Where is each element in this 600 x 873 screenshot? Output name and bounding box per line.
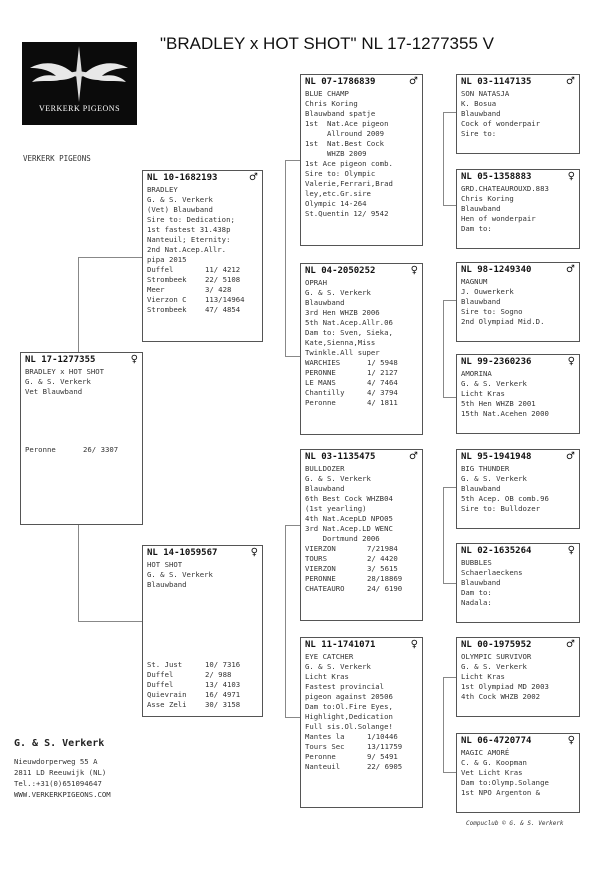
pedigree-line: Sire to: Dedication;: [147, 215, 235, 224]
male-icon: ♂: [566, 451, 575, 462]
pedigree-line: Cock of wonderpair: [461, 119, 541, 128]
pedigree-line: Nadala:: [461, 598, 492, 607]
pedigree-line: 15th Nat.Acehen 2000: [461, 409, 549, 418]
race-name: St. Just: [147, 660, 183, 669]
breeder-address: Nieuwdorperweg 55 A: [14, 757, 98, 766]
pedigree-line: AMORINA: [461, 369, 492, 378]
race-name: Quievrain: [147, 690, 187, 699]
pedigree-line: HOT SHOT: [147, 560, 183, 569]
connector-line: [443, 772, 457, 773]
race-result: 2/ 988: [205, 670, 232, 679]
pedigree-line: MAGIC AMORÉ: [461, 748, 510, 757]
male-icon: ♂: [566, 264, 575, 275]
pedigree-line: Licht Kras: [305, 672, 349, 681]
great-grandparent-card: [456, 262, 580, 342]
pedigree-line: Blauwband: [461, 484, 501, 493]
great-grandparent-card: [456, 543, 580, 623]
logo: [22, 42, 137, 125]
pedigree-line: Chris Koring: [461, 194, 514, 203]
connector-line: [443, 397, 457, 398]
pedigree-line: G. & S. Verkerk: [305, 474, 371, 483]
race-result: 13/ 4103: [205, 680, 241, 689]
race-result: 113/14964: [205, 295, 245, 304]
pedigree-line: Vet Blauwband: [25, 387, 83, 396]
pedigree-line: K. Bosua: [461, 99, 497, 108]
pedigree-line: 4th Nat.AcepLD NPO05: [305, 514, 393, 523]
race-name: Chantilly: [305, 388, 345, 397]
pedigree-line: SON NATASJA: [461, 89, 510, 98]
ring-number: NL 03-1147135: [461, 77, 532, 87]
maternal-grandsire-card: [300, 449, 423, 621]
race-name: PERONNE: [305, 574, 336, 583]
pedigree-line: Twinkle.All super: [305, 348, 380, 357]
breeder-name: G. & S. Verkerk: [14, 738, 105, 749]
pedigree-line: 5th Acep. OB comb.96: [461, 494, 549, 503]
race-name: Peronne: [305, 398, 336, 407]
pedigree-line: Blauwband: [461, 297, 501, 306]
pedigree-line: Schaerlaeckens: [461, 568, 523, 577]
pedigree-line: G. & S. Verkerk: [305, 662, 371, 671]
pedigree-line: 6th Best Cock WHZB04: [305, 494, 393, 503]
pedigree-line: (Vet) Blauwband: [147, 205, 213, 214]
race-name: Peronne: [305, 752, 336, 761]
pedigree-line: Fastest provincial: [305, 682, 385, 691]
connector-line: [78, 257, 79, 353]
ring-number: NL 11-1741071: [305, 640, 376, 650]
pedigree-line: G. & S. Verkerk: [147, 570, 213, 579]
pedigree-line: 1st fastest 31.438p: [147, 225, 231, 234]
pedigree-line: Chris Koring: [305, 99, 358, 108]
pedigree-line: Sire to:: [461, 129, 497, 138]
ring-number: NL 03-1135475: [305, 452, 376, 462]
female-icon: ♀: [567, 171, 575, 182]
pedigree-line: BUBBLES: [461, 558, 492, 567]
pedigree-line: OLYMPIC SURVIVOR: [461, 652, 532, 661]
pedigree-line: G. & S. Verkerk: [147, 195, 213, 204]
pedigree-line: BLUE CHAMP: [305, 89, 349, 98]
pedigree-line: Dam to:: [461, 588, 492, 597]
pedigree-line: Sire to: Sogno: [461, 307, 523, 316]
male-icon: ♂: [409, 76, 418, 87]
pedigree-line: Full sis.Ol.Solange!: [305, 722, 393, 731]
great-grandparent-card: [456, 354, 580, 434]
pedigree-line: Dam to:Olymp.Solange: [461, 778, 549, 787]
pedigree-line: Dortmund 2006: [305, 534, 380, 543]
ring-number: NL 95-1941948: [461, 452, 532, 462]
ring-number: NL 98-1249340: [461, 265, 532, 275]
race-name: Strombeek: [147, 275, 187, 284]
race-result: 9/ 5491: [367, 752, 398, 761]
pedigree-line: St.Quentin 12/ 9542: [305, 209, 389, 218]
breeder-website: WWW.VERKERKPIGEONS.COM: [14, 790, 111, 799]
pedigree-line: OPRAH: [305, 278, 327, 287]
pedigree-line: 4th Cock WHZB 2002: [461, 692, 541, 701]
male-icon: ♂: [566, 76, 575, 87]
male-icon: ♂: [249, 172, 258, 183]
great-grandparent-card: [456, 637, 580, 717]
pedigree-line: BRADLEY: [147, 185, 178, 194]
race-name: Duffel: [147, 265, 174, 274]
ring-number: NL 99-2360236: [461, 357, 532, 367]
race-name: Asse Zeli: [147, 700, 187, 709]
race-result: 26/ 3307: [83, 445, 119, 454]
pedigree-line: Blauwband: [147, 580, 187, 589]
race-result: 4/ 3794: [367, 388, 398, 397]
pedigree-line: BULLDOZER: [305, 464, 345, 473]
dam-card: [142, 545, 263, 717]
race-result: 11/ 4212: [205, 265, 241, 274]
pedigree-line: Dam to:: [461, 224, 492, 233]
breeder-tag: VERKERK PIGEONS: [23, 154, 91, 163]
ring-number: NL 17-1277355: [25, 355, 96, 365]
pedigree-line: pigeon against 20506: [305, 692, 393, 701]
race-result: 22/ 6905: [367, 762, 403, 771]
pedigree-line: 1st Nat.Ace pigeon: [305, 119, 389, 128]
connector-line: [443, 487, 444, 583]
race-result: 28/18869: [367, 574, 403, 583]
pedigree-line: Dam to:Ol.Fire Eyes,: [305, 702, 393, 711]
pedigree-line: 3rd Nat.Acep.LD WENC: [305, 524, 393, 533]
pedigree-line: pipa 2015: [147, 255, 187, 264]
connector-line: [78, 524, 79, 621]
race-name: Nanteuil: [305, 762, 341, 771]
race-name: CHATEAURO: [305, 584, 345, 593]
great-grandparent-card: [456, 449, 580, 529]
race-result: 1/ 5948: [367, 358, 398, 367]
race-result: 2/ 4420: [367, 554, 398, 563]
pedigree-line: Nanteuil; Eternity:: [147, 235, 231, 244]
ring-number: NL 06-4720774: [461, 736, 532, 746]
pedigree-line: Licht Kras: [461, 672, 505, 681]
connector-line: [443, 677, 457, 678]
ring-number: NL 14-1059567: [147, 548, 218, 558]
ring-number: NL 05-1358883: [461, 172, 532, 182]
pedigree-line: (1st yearling): [305, 504, 367, 513]
pedigree-line: Hen of wonderpair: [461, 214, 536, 223]
paternal-granddam-card: [300, 263, 423, 435]
race-name: Strombeek: [147, 305, 187, 314]
pedigree-line: J. Ouwerkerk: [461, 287, 514, 296]
great-grandparent-card: [456, 169, 580, 249]
pedigree-line: Blauwband spatje: [305, 109, 376, 118]
race-result: 16/ 4971: [205, 690, 241, 699]
pedigree-line: MAGNUM: [461, 277, 488, 286]
connector-line: [443, 583, 457, 584]
pedigree-line: G. & S. Verkerk: [25, 377, 91, 386]
pedigree-line: Licht Kras: [461, 389, 505, 398]
race-name: Tours Sec: [305, 742, 345, 751]
race-result: 22/ 5108: [205, 275, 241, 284]
race-name: TOURS: [305, 554, 327, 563]
race-name: Duffel: [147, 680, 174, 689]
pedigree-line: 3rd Hen WHZB 2006: [305, 308, 380, 317]
male-icon: ♂: [566, 639, 575, 650]
pedigree-line: Sire to: Olympic: [305, 169, 376, 178]
pedigree-line: Allround 2009: [305, 129, 385, 138]
connector-line: [285, 160, 286, 356]
connector-line: [443, 487, 457, 488]
race-result: 7/21984: [367, 544, 398, 553]
race-name: LE MANS: [305, 378, 336, 387]
pedigree-line: Dam to: Sven, Sieka,: [305, 328, 393, 337]
great-grandparent-card: [456, 733, 580, 813]
pedigree-line: GRD.CHATEAUROUXD.883: [461, 184, 549, 193]
pedigree-line: Highlight,Dedication: [305, 712, 393, 721]
race-result: 10/ 7316: [205, 660, 241, 669]
connector-line: [443, 677, 444, 772]
race-result: 3/ 428: [205, 285, 232, 294]
great-grandparent-card: [456, 74, 580, 154]
race-name: Mantes la: [305, 732, 345, 741]
pedigree-line: 1st NPO Argenton &: [461, 788, 541, 797]
connector-line: [285, 160, 301, 161]
maternal-granddam-card: [300, 637, 423, 808]
female-icon: ♀: [250, 547, 258, 558]
ring-number: NL 07-1786839: [305, 77, 376, 87]
pedigree-line: 5th Nat.Acep.Allr.06: [305, 318, 393, 327]
female-icon: ♀: [410, 265, 418, 276]
connector-line: [443, 205, 457, 206]
race-result: 1/10446: [367, 732, 398, 741]
pedigree-line: Blauwband: [305, 484, 345, 493]
sire-card: [142, 170, 263, 342]
female-icon: ♀: [410, 639, 418, 650]
ring-number: NL 00-1975952: [461, 640, 532, 650]
pedigree-line: G. & S. Verkerk: [305, 288, 371, 297]
race-name: Meer: [147, 285, 165, 294]
pedigree-line: Blauwband: [461, 578, 501, 587]
race-result: 4/ 1811: [367, 398, 398, 407]
race-result: 3/ 5615: [367, 564, 398, 573]
connector-line: [285, 525, 286, 717]
pedigree-line: G. & S. Verkerk: [461, 662, 527, 671]
pedigree-line: C. & G. Koopman: [461, 758, 527, 767]
pedigree-line: 2nd Olympiad Mid.D.: [461, 317, 545, 326]
ring-number: NL 02-1635264: [461, 546, 532, 556]
connector-line: [285, 717, 301, 718]
male-icon: ♂: [409, 451, 418, 462]
breeder-city: 2811 LD Reeuwijk (NL): [14, 768, 107, 777]
race-result: 24/ 6190: [367, 584, 403, 593]
race-result: 1/ 2127: [367, 368, 398, 377]
race-name: Vierzon C: [147, 295, 187, 304]
connector-line: [78, 621, 143, 622]
pedigree-line: 5th Hen WHZB 2001: [461, 399, 536, 408]
pedigree-line: Blauwband: [305, 298, 345, 307]
paternal-grandsire-card: [300, 74, 423, 246]
pedigree-line: Blauwband: [461, 109, 501, 118]
female-icon: ♀: [567, 356, 575, 367]
logo-text: VERKERK PIGEONS: [38, 104, 121, 113]
pedigree-line: ley,etc.Gr.sire: [305, 189, 371, 198]
race-name: VIERZON: [305, 544, 336, 553]
ring-number: NL 04-2050252: [305, 266, 376, 276]
connector-line: [443, 300, 457, 301]
pedigree-line: 1st Ace pigeon comb.: [305, 159, 393, 168]
race-name: VIERZON: [305, 564, 336, 573]
pedigree-line: Sire to: Bulldozer: [461, 504, 541, 513]
pedigree-line: WHZB 2009: [305, 149, 367, 158]
female-icon: ♀: [567, 545, 575, 556]
pedigree-line: Olympic 14-264: [305, 199, 367, 208]
race-result: 4/ 7464: [367, 378, 398, 387]
race-result: 13/11759: [367, 742, 403, 751]
pedigree-line: 2nd Nat.Acep.Allr.: [147, 245, 227, 254]
pedigree-line: G. & S. Verkerk: [461, 474, 527, 483]
subject-pigeon-card: [20, 352, 143, 525]
pedigree-line: Valerie,Ferrari,Brad: [305, 179, 393, 188]
race-name: WARCHIES: [305, 358, 341, 367]
pedigree-line: G. & S. Verkerk: [461, 379, 527, 388]
race-name: PERONNE: [305, 368, 336, 377]
pedigree-line: BRADLEY x HOT SHOT: [25, 367, 105, 376]
connector-line: [78, 257, 143, 258]
race-name: Peronne: [25, 445, 56, 454]
race-result: 30/ 3158: [205, 700, 241, 709]
connector-line: [443, 112, 457, 113]
pedigree-line: BIG THUNDER: [461, 464, 510, 473]
female-icon: ♀: [130, 354, 138, 365]
race-result: 47/ 4854: [205, 305, 241, 314]
pedigree-line: 1st Nat.Best Cock: [305, 139, 385, 148]
pedigree-line: Vet Licht Kras: [461, 768, 523, 777]
breeder-phone: Tel.:+31(0)651094647: [14, 779, 102, 788]
pedigree-line: EYE CATCHER: [305, 652, 354, 661]
female-icon: ♀: [567, 735, 575, 746]
race-name: Duffel: [147, 670, 174, 679]
connector-line: [285, 525, 301, 526]
pedigree-line: Kate,Sienna,Miss: [305, 338, 376, 347]
connector-line: [443, 112, 444, 205]
pedigree-title: "BRADLEY x HOT SHOT" NL 17-1277355 V: [160, 34, 494, 53]
ring-number: NL 10-1682193: [147, 173, 218, 183]
connector-line: [443, 300, 444, 397]
credit-text: Compuclub © G. & S. Verkerk: [466, 820, 564, 827]
connector-line: [285, 356, 301, 357]
pedigree-line: 1st Olympiad MD 2003: [461, 682, 549, 691]
pedigree-line: Blauwband: [461, 204, 501, 213]
